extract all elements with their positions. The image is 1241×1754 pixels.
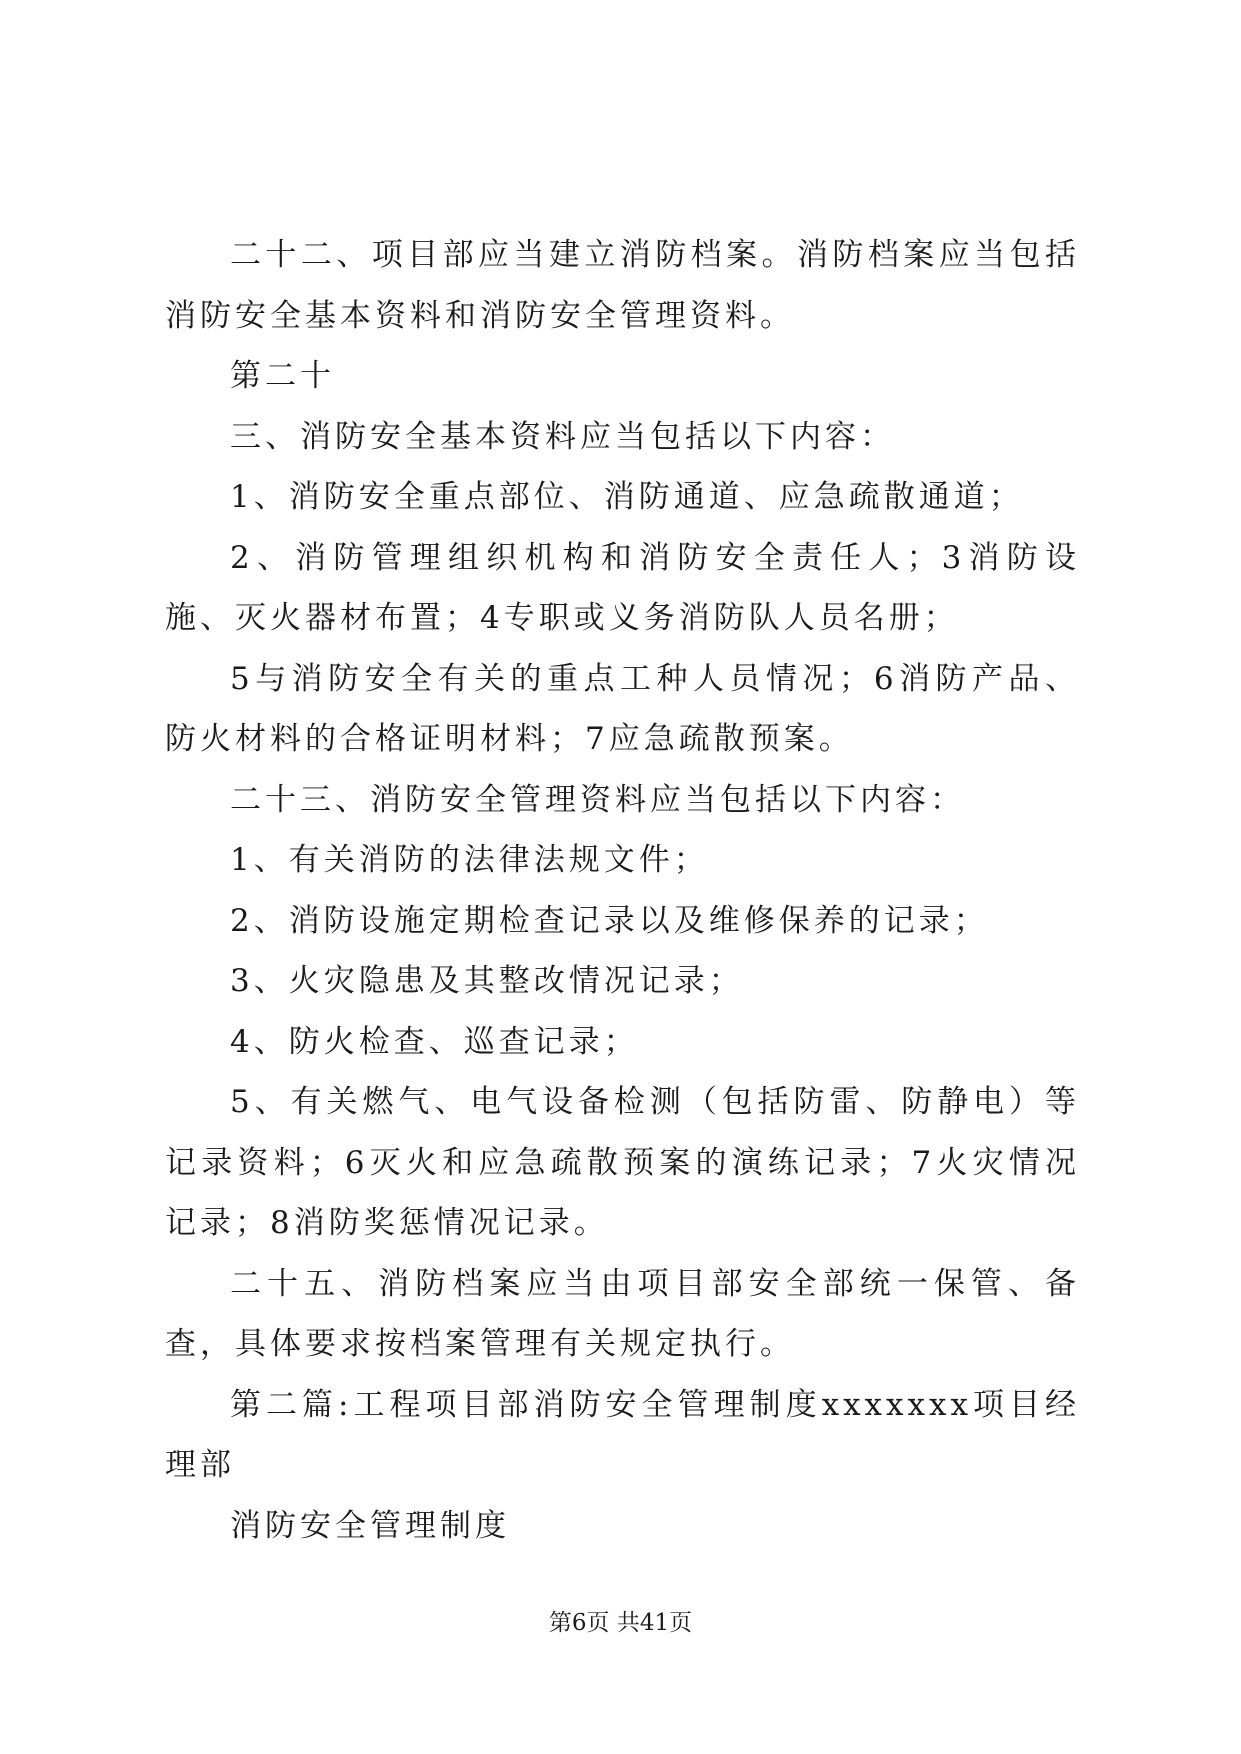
- paragraph: 5与消防安全有关的重点工种人员情况；6消防产品、防火材料的合格证明材料；7应急疏散预案。: [165, 660, 1080, 757]
- document-body: [165, 225, 1080, 1556]
- paragraph: 消防安全管理制度: [230, 1507, 510, 1544]
- paragraph: 2、消防设施定期检查记录以及维修保养的记录；: [230, 902, 989, 939]
- paragraph: 二十五、消防档案应当由项目部安全部统一保管、备查，具体要求按档案管理有关规定执行。: [165, 1265, 1080, 1362]
- paragraph: 三、消防安全基本资料应当包括以下内容：: [230, 418, 895, 455]
- paragraph: 第二十: [230, 358, 335, 394]
- paragraph: 二十二、项目部应当建立消防档案。消防档案应当包括消防安全基本资料和消防安全管理资料。: [165, 237, 1080, 334]
- paragraph: 4、防火检查、巡查记录；: [230, 1023, 639, 1060]
- paragraph: 1、消防安全重点部位、消防通道、应急疏散通道；: [230, 479, 1024, 515]
- paragraph: 3、火灾隐患及其整改情况记录；: [230, 963, 744, 999]
- paragraph: 1、有关消防的法律法规文件；: [230, 842, 709, 878]
- page-footer: [0, 1604, 1241, 1637]
- paragraph: 二十三、消防安全管理资料应当包括以下内容：: [230, 781, 965, 818]
- page-number: 第6页 共41页: [548, 1610, 693, 1636]
- paragraph: 5、有关燃气、电气设备检测（包括防雷、防静电）等记录资料；6灭火和应急疏散预案的演练记录；7火灾情况记录；8消防奖惩情况记录。: [165, 1084, 1080, 1241]
- paragraph: 第二篇:工程项目部消防安全管理制度xxxxxxx项目经理部: [165, 1386, 1080, 1483]
- paragraph: 2、消防管理组织机构和消防安全责任人；3消防设施、灭火器材布置；4专职或义务消防队人员名册；: [165, 539, 1080, 636]
